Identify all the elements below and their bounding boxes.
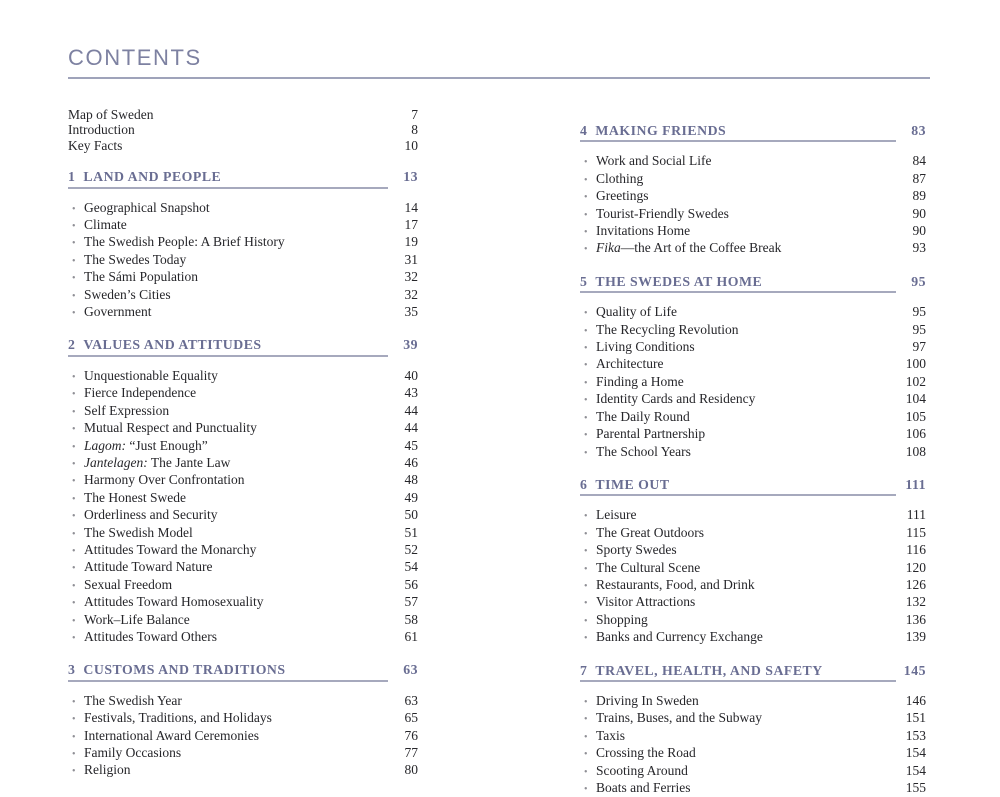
toc-entry-page: 151 xyxy=(905,710,926,726)
toc-entry xyxy=(68,269,418,286)
toc-columns xyxy=(68,107,1000,797)
section-title-text: TRAVEL, HEALTH, AND SAFETY xyxy=(595,662,823,678)
section-title-text: LAND AND PEOPLE xyxy=(83,169,222,185)
title-rule xyxy=(68,77,930,79)
toc-entry xyxy=(580,223,926,240)
bullet-icon: • xyxy=(584,343,588,355)
toc-entry-page: 116 xyxy=(906,542,926,558)
toc-entry-label: The Great Outdoors xyxy=(596,524,704,540)
toc-entry-page: 17 xyxy=(404,217,418,233)
bullet-icon: • xyxy=(72,696,76,708)
toc-entry-page: 95 xyxy=(912,321,926,337)
toc-front-matter xyxy=(68,107,418,153)
toc-entry xyxy=(68,107,418,122)
toc-entry-label: Invitations Home xyxy=(596,223,691,239)
bullet-icon: • xyxy=(72,441,76,453)
bullet-icon: • xyxy=(584,192,588,204)
bullet-icon: • xyxy=(584,209,588,221)
toc-entry-page: 35 xyxy=(404,304,418,320)
toc-entry xyxy=(580,206,926,223)
toc-entry-page: 97 xyxy=(912,339,926,355)
bullet-icon: • xyxy=(72,371,76,383)
toc-entry-page: 154 xyxy=(905,762,926,778)
toc-entry-label: Government xyxy=(84,304,152,320)
bullet-icon: • xyxy=(584,244,588,256)
section-title xyxy=(580,663,896,682)
bullet-icon: • xyxy=(72,255,76,267)
bullet-icon: • xyxy=(584,174,588,186)
toc-entry xyxy=(68,710,418,727)
bullet-icon: • xyxy=(72,731,76,743)
toc-entry-label: Geographical Snapshot xyxy=(84,199,210,215)
section-title xyxy=(580,123,896,142)
toc-entry-label: Tourist-Friendly Swedes xyxy=(596,205,729,221)
toc-entry-label: Orderliness and Security xyxy=(84,507,218,523)
toc-entry-label: The Daily Round xyxy=(596,408,690,424)
toc-entry-page: 111 xyxy=(906,507,926,523)
section-number: 1 xyxy=(68,169,76,185)
bullet-icon: • xyxy=(72,308,76,320)
toc-entry-page: 102 xyxy=(905,373,926,389)
toc-entry-page: 7 xyxy=(411,107,418,122)
bullet-icon: • xyxy=(72,632,76,644)
toc-entry-label: The Swedes Today xyxy=(84,251,187,267)
toc-entry-page: 32 xyxy=(404,269,418,285)
toc-entry-label: Shopping xyxy=(596,611,648,627)
toc-entry xyxy=(68,368,418,385)
bullet-icon: • xyxy=(584,157,588,169)
toc-entry-page: 57 xyxy=(404,594,418,610)
toc-entry-label: Key Facts xyxy=(68,137,123,153)
toc-entry-page: 63 xyxy=(404,692,418,708)
toc-entry-page: 139 xyxy=(905,629,926,645)
toc-entry-label: Sporty Swedes xyxy=(596,542,677,558)
section-heading xyxy=(580,477,926,496)
section-page: 13 xyxy=(403,169,418,185)
toc-entry-page: 31 xyxy=(404,251,418,267)
toc-entry xyxy=(68,122,418,137)
toc-entry xyxy=(68,304,418,321)
toc-entry-label: Living Conditions xyxy=(596,339,695,355)
toc-entry xyxy=(68,507,418,524)
toc-entry xyxy=(580,322,926,339)
toc-entry-page: 108 xyxy=(905,443,926,459)
toc-entry-label: The Honest Swede xyxy=(84,489,186,505)
toc-entry-page: 153 xyxy=(905,727,926,743)
toc-entry-label: Introduction xyxy=(68,122,135,138)
section-heading xyxy=(68,169,418,188)
toc-entry xyxy=(68,577,418,594)
toc-entry-page: 106 xyxy=(905,426,926,442)
toc-entry-label: Parental Partnership xyxy=(596,426,706,442)
bullet-icon: • xyxy=(584,412,588,424)
toc-entry xyxy=(580,710,926,727)
toc-entry-page: 84 xyxy=(912,153,926,169)
toc-entry xyxy=(580,629,926,646)
toc-entry-page: 50 xyxy=(404,507,418,523)
bullet-icon: • xyxy=(584,784,588,795)
toc-entry-label: Restaurants, Food, and Drink xyxy=(596,576,755,592)
toc-entry-page: 52 xyxy=(404,541,418,557)
section-title-text: MAKING FRIENDS xyxy=(595,123,727,138)
toc-entry-label: The School Years xyxy=(596,443,691,459)
toc-entry-label: Sweden’s Cities xyxy=(84,286,171,302)
toc-entry-page: 126 xyxy=(905,576,926,592)
toc-entry-label: Architecture xyxy=(596,356,664,372)
toc-entry-page: 77 xyxy=(404,745,418,760)
toc-entry-page: 58 xyxy=(404,611,418,627)
toc-entry-page: 65 xyxy=(404,710,418,726)
toc-entry-page: 61 xyxy=(404,628,418,644)
bullet-icon: • xyxy=(72,598,76,610)
toc-entry xyxy=(68,745,418,762)
toc-column-right xyxy=(580,107,926,797)
toc-entry-label: Finding a Home xyxy=(596,373,684,389)
toc-entry xyxy=(68,542,418,559)
toc-entry-page: 132 xyxy=(905,594,926,610)
toc-entry-label: Greetings xyxy=(596,188,649,204)
toc-entry-label: International Award Ceremonies xyxy=(84,727,259,743)
toc-entry-page: 120 xyxy=(905,559,926,575)
section-number: 5 xyxy=(580,273,588,289)
toc-entry xyxy=(580,409,926,426)
toc-entry-page: 46 xyxy=(404,454,418,470)
bullet-icon: • xyxy=(72,714,76,726)
section-page: 111 xyxy=(905,476,926,492)
bullet-icon: • xyxy=(584,714,588,726)
bullet-icon: • xyxy=(584,546,588,558)
toc-entry xyxy=(580,763,926,780)
bullet-icon: • xyxy=(72,511,76,523)
bullet-icon: • xyxy=(72,545,76,557)
bullet-icon: • xyxy=(72,221,76,233)
toc-entry-label: The Sámi Population xyxy=(84,269,198,285)
toc-entry xyxy=(580,507,926,524)
bullet-icon: • xyxy=(72,389,76,401)
toc-entry-label: Fierce Independence xyxy=(84,385,197,401)
bullet-icon: • xyxy=(72,290,76,302)
section-number: 4 xyxy=(580,123,588,138)
toc-entry-label: The Cultural Scene xyxy=(596,559,701,575)
bullet-icon: • xyxy=(72,749,76,760)
toc-entry-label: Attitudes Toward Homosexuality xyxy=(84,594,264,610)
toc-entry-page: 115 xyxy=(906,524,926,540)
toc-entry xyxy=(580,240,926,257)
toc-entry xyxy=(580,594,926,611)
bullet-icon: • xyxy=(72,528,76,540)
toc-entry xyxy=(580,153,926,170)
section-number: 6 xyxy=(580,476,588,492)
toc-section xyxy=(580,663,926,797)
bullet-icon: • xyxy=(584,227,588,239)
toc-entry-page: 155 xyxy=(905,780,926,795)
bullet-icon: • xyxy=(72,615,76,627)
section-page: 63 xyxy=(403,662,418,678)
toc-entry-label: Festivals, Traditions, and Holidays xyxy=(84,710,272,726)
bullet-icon: • xyxy=(72,203,76,215)
section-heading xyxy=(580,123,926,142)
toc-entry-label: Map of Sweden xyxy=(68,107,154,122)
toc-entry-page: 95 xyxy=(912,304,926,320)
toc-entry xyxy=(68,762,418,779)
bullet-icon: • xyxy=(584,633,588,645)
toc-entry-page: 76 xyxy=(404,727,418,743)
toc-entry-page: 44 xyxy=(404,402,418,418)
toc-entry-page: 32 xyxy=(404,286,418,302)
toc-entry-label: Lagom: “Just Enough” xyxy=(84,437,208,453)
toc-section xyxy=(580,477,926,647)
toc-entry-page: 104 xyxy=(905,391,926,407)
section-title-text: VALUES AND ATTITUDES xyxy=(83,337,262,353)
toc-entry xyxy=(68,455,418,472)
toc-entry-page: 154 xyxy=(905,745,926,761)
toc-entry-page: 90 xyxy=(912,223,926,239)
toc-entry xyxy=(68,438,418,455)
toc-section xyxy=(580,274,926,461)
toc-entry-label: Banks and Currency Exchange xyxy=(596,629,763,645)
toc-entry-label: Taxis xyxy=(596,727,626,743)
toc-entry xyxy=(580,339,926,356)
toc-entry-page: 136 xyxy=(905,611,926,627)
toc-entry-page: 14 xyxy=(404,199,418,215)
toc-entry xyxy=(580,374,926,391)
bullet-icon: • xyxy=(584,598,588,610)
toc-entry-label: Sexual Freedom xyxy=(84,576,173,592)
bullet-icon: • xyxy=(584,528,588,540)
bullet-icon: • xyxy=(72,406,76,418)
toc-entry xyxy=(580,525,926,542)
toc-entry-page: 45 xyxy=(404,437,418,453)
bullet-icon: • xyxy=(72,766,76,778)
toc-entry-label: Quality of Life xyxy=(596,304,677,320)
toc-entry-page: 56 xyxy=(404,576,418,592)
page-title: CONTENTS xyxy=(68,45,202,70)
bullet-icon: • xyxy=(72,580,76,592)
bullet-icon: • xyxy=(584,308,588,320)
section-number: 3 xyxy=(68,662,76,678)
bullet-icon: • xyxy=(584,563,588,575)
toc-entry xyxy=(68,472,418,489)
toc-entry xyxy=(580,780,926,797)
bullet-icon: • xyxy=(72,424,76,436)
toc-entry-label: Unquestionable Equality xyxy=(84,367,218,383)
toc-entry-page: 100 xyxy=(905,356,926,372)
toc-entry-label: Trains, Buses, and the Subway xyxy=(596,710,763,726)
toc-entry-page: 93 xyxy=(912,240,926,256)
bullet-icon: • xyxy=(584,395,588,407)
toc-section xyxy=(68,662,418,779)
section-heading xyxy=(580,274,926,293)
toc-entry xyxy=(580,391,926,408)
toc-entry-label: Scooting Around xyxy=(596,762,688,778)
toc-section xyxy=(68,337,418,646)
toc-section xyxy=(580,123,926,258)
toc-entry-label: Fika—the Art of the Coffee Break xyxy=(596,240,782,256)
toc-entry-page: 44 xyxy=(404,420,418,436)
toc-entry xyxy=(68,403,418,420)
section-title-text: TIME OUT xyxy=(595,476,670,492)
toc-entry-label: Attitudes Toward Others xyxy=(84,628,218,644)
toc-entry-label: Self Expression xyxy=(84,402,170,418)
toc-entry-label: Family Occasions xyxy=(84,745,182,760)
toc-entry-label: Religion xyxy=(84,762,131,778)
section-title xyxy=(68,337,388,356)
section-page: 83 xyxy=(911,123,926,138)
toc-entry xyxy=(580,542,926,559)
toc-entry-page: 10 xyxy=(404,137,418,153)
section-title-text: CUSTOMS AND TRADITIONS xyxy=(83,662,286,678)
bullet-icon: • xyxy=(584,325,588,337)
toc-entry-label: Driving In Sweden xyxy=(596,692,699,708)
bullet-icon: • xyxy=(584,749,588,761)
bullet-icon: • xyxy=(72,563,76,575)
section-title xyxy=(68,662,388,681)
toc-entry xyxy=(68,728,418,745)
bullet-icon: • xyxy=(584,377,588,389)
bullet-icon: • xyxy=(584,580,588,592)
toc-entry xyxy=(68,252,418,269)
toc-entry-page: 43 xyxy=(404,385,418,401)
toc-entry-page: 19 xyxy=(404,234,418,250)
toc-entry-page: 51 xyxy=(404,524,418,540)
toc-entry-label: Harmony Over Confrontation xyxy=(84,472,245,488)
toc-entry xyxy=(68,287,418,304)
toc-entry-label: The Swedish Year xyxy=(84,692,182,708)
section-heading xyxy=(68,662,418,681)
toc-entry-label: The Swedish People: A Brief History xyxy=(84,234,285,250)
toc-entry xyxy=(580,171,926,188)
section-title xyxy=(68,169,388,188)
toc-entry xyxy=(68,525,418,542)
bullet-icon: • xyxy=(584,511,588,523)
toc-entry-page: 49 xyxy=(404,489,418,505)
toc-entry xyxy=(68,217,418,234)
toc-section xyxy=(68,169,418,321)
toc-entry xyxy=(68,612,418,629)
toc-entry xyxy=(580,188,926,205)
toc-entry-label: Jantelagen: The Jante Law xyxy=(84,454,231,470)
bullet-icon: • xyxy=(584,430,588,442)
toc-entry-page: 8 xyxy=(411,122,418,138)
toc-entry xyxy=(580,356,926,373)
toc-entry xyxy=(580,728,926,745)
toc-entry-label: Mutual Respect and Punctuality xyxy=(84,420,257,436)
toc-entry-label: Attitudes Toward the Monarchy xyxy=(84,541,257,557)
section-number: 2 xyxy=(68,337,76,353)
bullet-icon: • xyxy=(72,458,76,470)
bullet-icon: • xyxy=(584,447,588,459)
toc-entry xyxy=(68,629,418,646)
section-title-text: THE SWEDES AT HOME xyxy=(595,273,763,289)
toc-entry xyxy=(68,234,418,251)
section-heading xyxy=(580,663,926,682)
section-number: 7 xyxy=(580,662,588,678)
toc-entry-label: Identity Cards and Residency xyxy=(596,391,756,407)
bullet-icon: • xyxy=(584,766,588,778)
section-heading xyxy=(68,337,418,356)
bullet-icon: • xyxy=(584,731,588,743)
toc-entry-label: Visitor Attractions xyxy=(596,594,696,610)
toc-entry xyxy=(68,559,418,576)
toc-entry xyxy=(68,490,418,507)
toc-entry-label: Work and Social Life xyxy=(596,153,712,169)
toc-entry-page: 105 xyxy=(905,408,926,424)
toc-entry-page: 48 xyxy=(404,472,418,488)
toc-entry-label: The Swedish Model xyxy=(84,524,193,540)
toc-entry xyxy=(580,426,926,443)
toc-entry xyxy=(68,594,418,611)
section-page: 39 xyxy=(403,337,418,353)
toc-entry-page: 54 xyxy=(404,559,418,575)
toc-entry xyxy=(580,745,926,762)
toc-entry xyxy=(68,420,418,437)
toc-entry-page: 80 xyxy=(404,762,418,778)
section-title xyxy=(580,477,896,496)
bullet-icon: • xyxy=(584,615,588,627)
toc-entry xyxy=(580,577,926,594)
section-page: 95 xyxy=(911,273,926,289)
bullet-icon: • xyxy=(72,273,76,285)
toc-entry-page: 87 xyxy=(912,170,926,186)
toc-entry-page: 90 xyxy=(912,205,926,221)
toc-entry-page: 146 xyxy=(905,692,926,708)
toc-entry xyxy=(580,612,926,629)
toc-entry-label: Crossing the Road xyxy=(596,745,696,761)
toc-entry-label: Climate xyxy=(84,217,127,233)
toc-entry xyxy=(68,693,418,710)
toc-entry xyxy=(68,200,418,217)
toc-entry-label: Leisure xyxy=(596,507,637,523)
section-title xyxy=(580,274,896,293)
toc-entry-label: Boats and Ferries xyxy=(596,780,691,795)
toc-entry xyxy=(580,560,926,577)
bullet-icon: • xyxy=(584,696,588,708)
section-page: 145 xyxy=(903,662,926,678)
toc-entry xyxy=(68,138,418,153)
bullet-icon: • xyxy=(72,476,76,488)
toc-entry-label: Work–Life Balance xyxy=(84,611,190,627)
toc-entry xyxy=(68,385,418,402)
toc-entry xyxy=(580,693,926,710)
toc-entry-label: Clothing xyxy=(596,170,644,186)
toc-entry-page: 40 xyxy=(404,367,418,383)
toc-entry xyxy=(580,304,926,321)
bullet-icon: • xyxy=(72,493,76,505)
toc-entry-label: Attitude Toward Nature xyxy=(84,559,213,575)
bullet-icon: • xyxy=(584,360,588,372)
toc-column-left xyxy=(68,107,418,797)
toc-entry-label: The Recycling Revolution xyxy=(596,321,739,337)
toc-entry xyxy=(580,444,926,461)
toc-entry-page: 89 xyxy=(912,188,926,204)
bullet-icon: • xyxy=(72,238,76,250)
